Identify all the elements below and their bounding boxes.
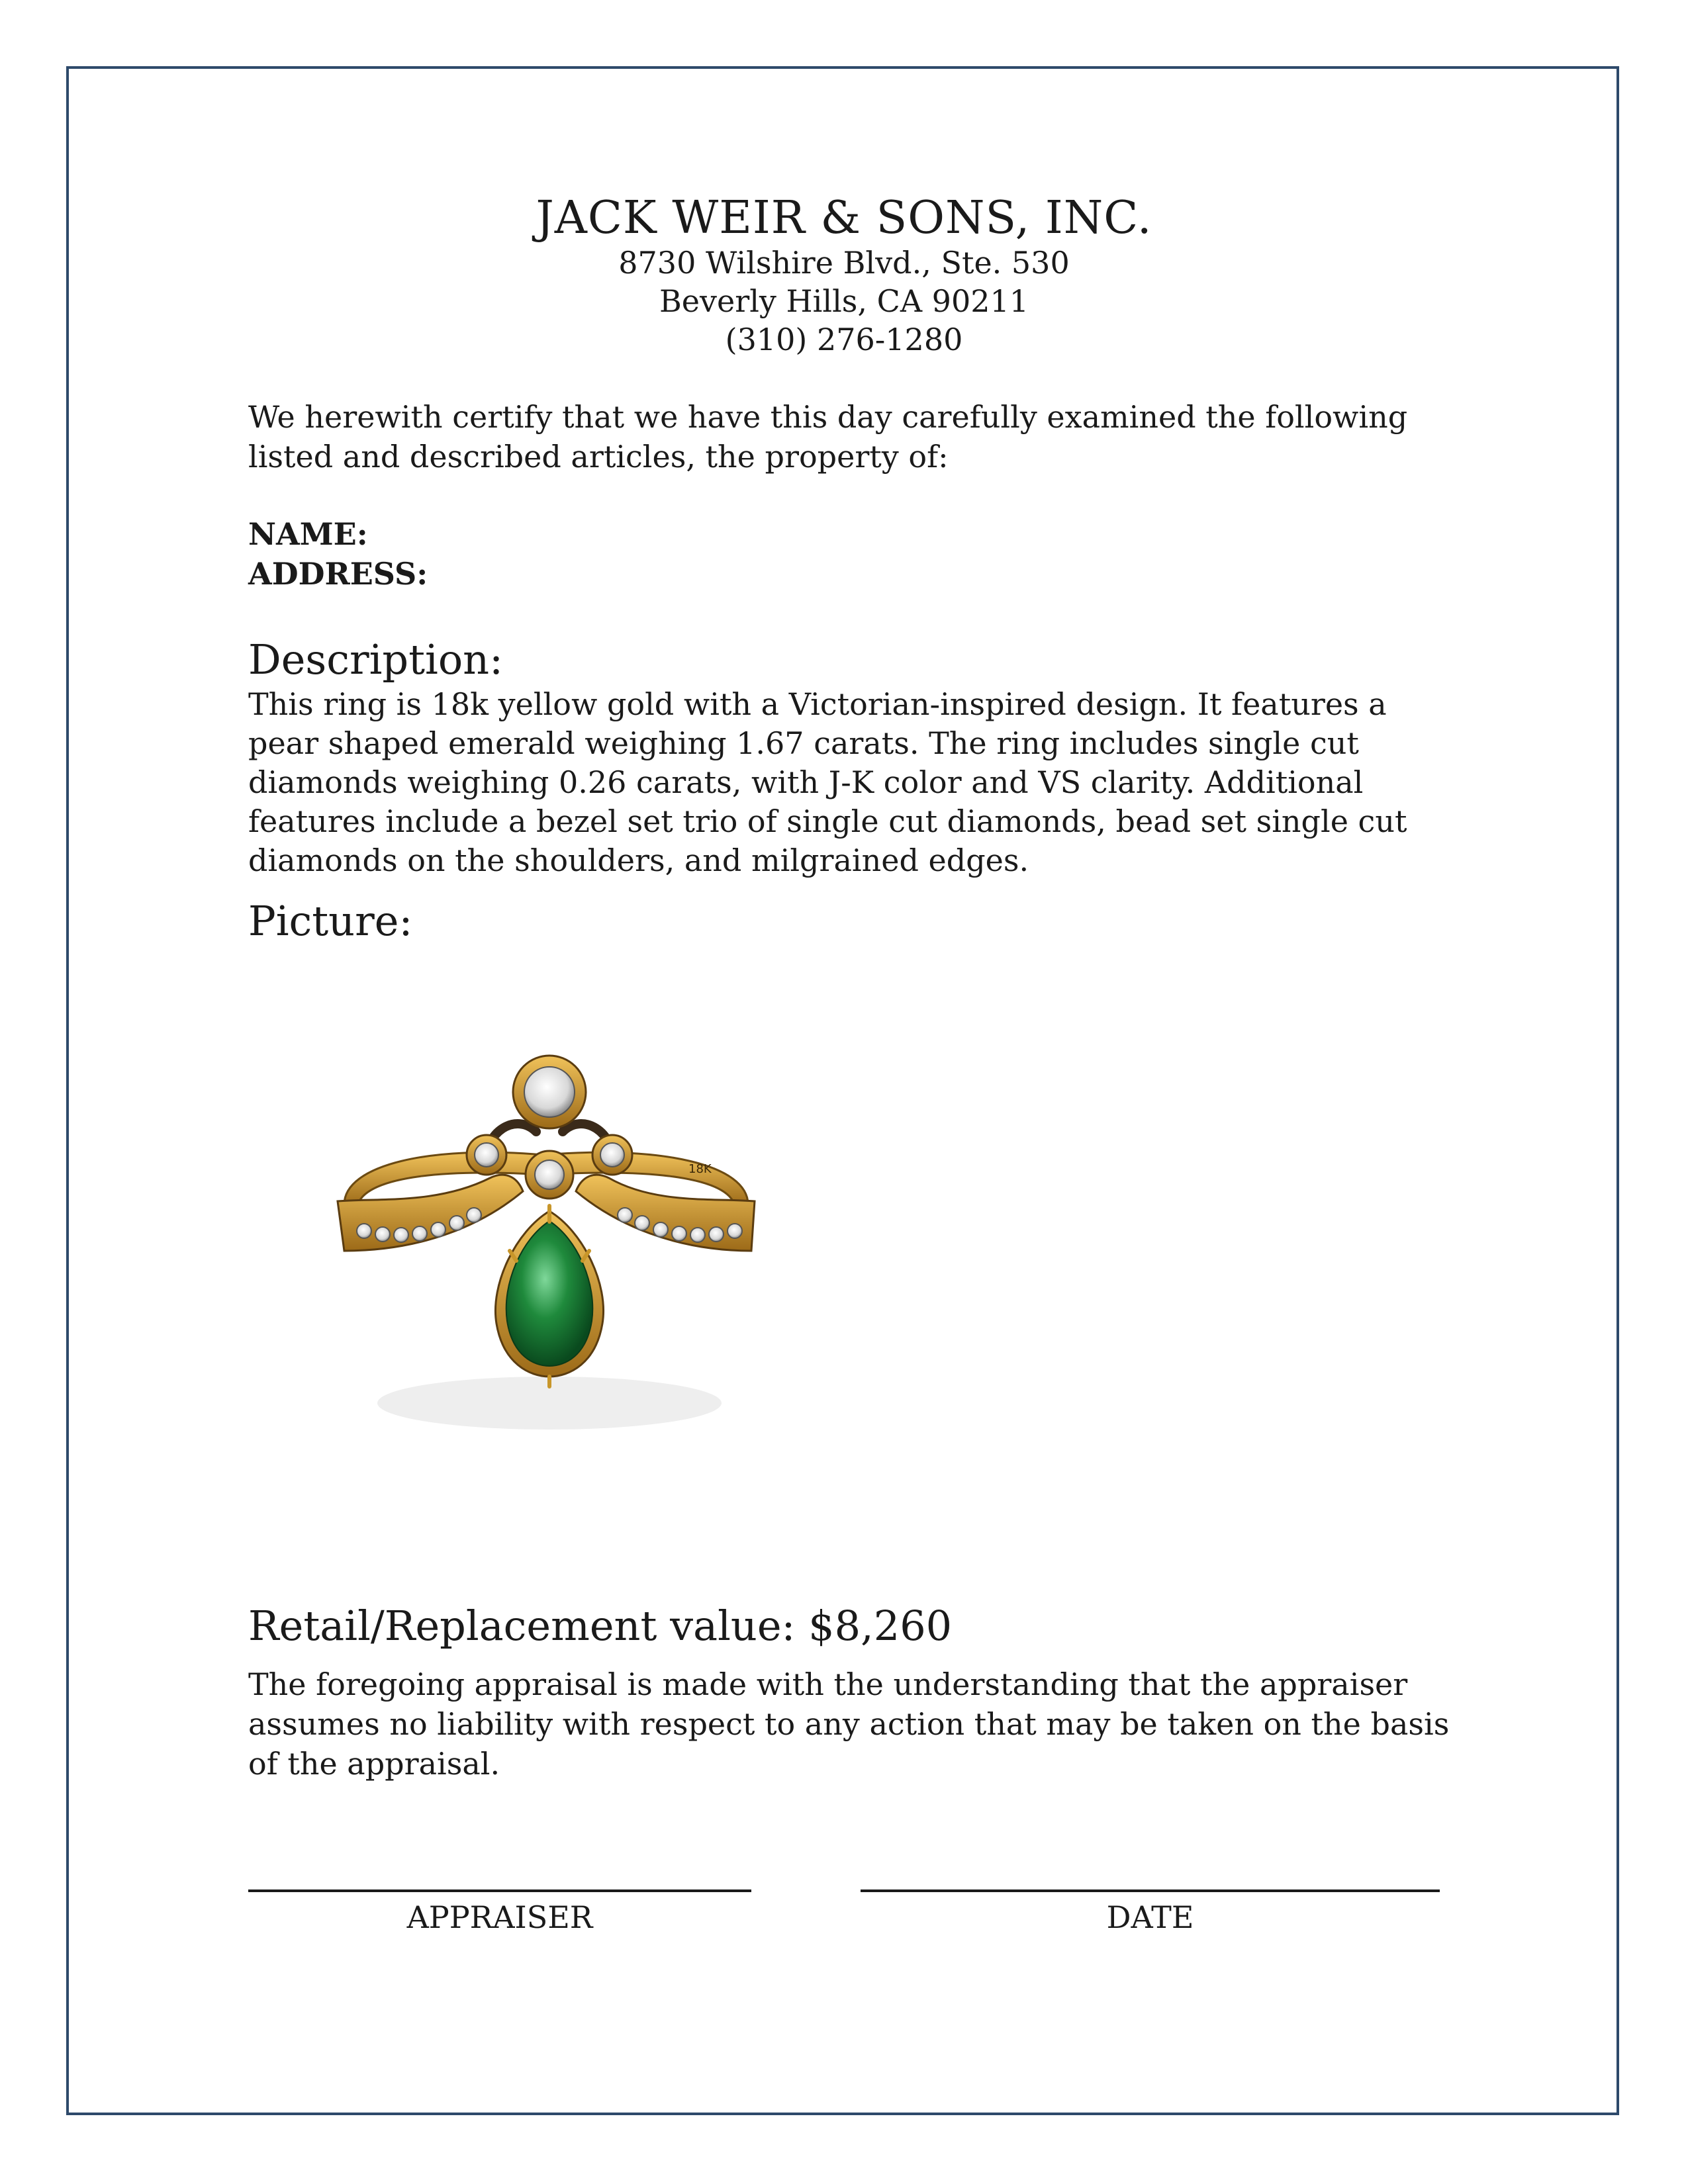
certification-intro: We herewith certify that we have this day carefully examined the following listed and described articles, the property of:	[248, 399, 1408, 475]
disclaimer-text: The foregoing appraisal is made with the understanding that the appraiser assumes no liability with respect to any action that may be taken on the basis of the appraisal.	[248, 1666, 1450, 1782]
date-label: DATE	[1106, 1899, 1194, 1935]
ring-stamp: 18K	[688, 1162, 712, 1176]
page-border	[66, 66, 1619, 2115]
company-phone: (310) 276-1280	[725, 322, 963, 357]
company-address-line2: Beverly Hills, CA 90211	[659, 283, 1029, 319]
description-heading: Description:	[248, 635, 503, 684]
date-signature-line	[861, 1889, 1440, 1892]
description-text: This ring is 18k yellow gold with a Victorian-inspired design. It features a pear shaped emerald weighing 1.67 carats. The ring includes single cut diamonds weighing 0.26 carats, with J-K color and VS clarity. Additional features include a bezel set trio of single cut diamonds, bead set single cut diamonds on the shoulders, and milgrained edges.	[248, 686, 1407, 878]
company-name: JACK WEIR & SONS, INC.	[536, 192, 1152, 244]
picture-heading: Picture:	[248, 897, 413, 945]
appraiser-signature-line	[248, 1889, 751, 1892]
name-field-label: NAME:	[248, 516, 368, 552]
address-field-label: ADDRESS:	[248, 556, 428, 592]
ring-photo	[318, 1032, 781, 1482]
retail-value: Retail/Replacement value: $8,260	[248, 1602, 953, 1650]
company-address-line1: 8730 Wilshire Blvd., Ste. 530	[618, 245, 1070, 281]
appraiser-label: APPRAISER	[406, 1899, 593, 1935]
